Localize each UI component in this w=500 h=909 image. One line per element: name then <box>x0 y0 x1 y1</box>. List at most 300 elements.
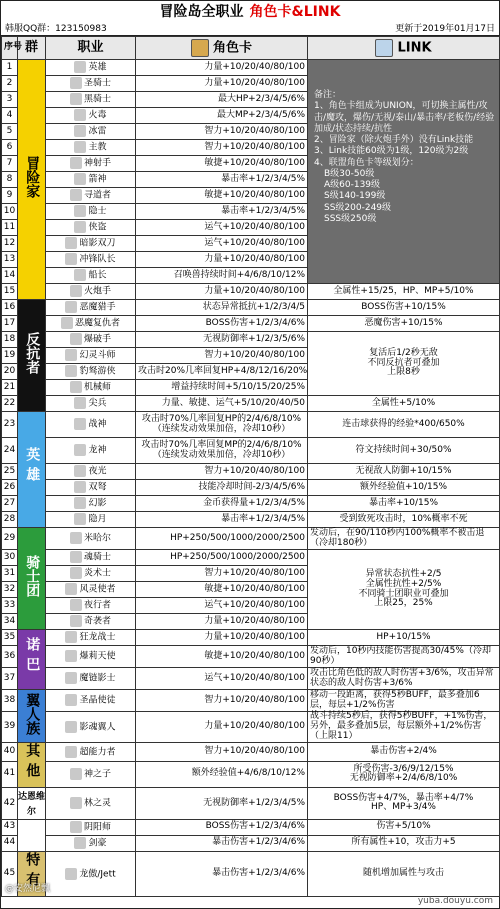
notes-line: 3、Link技能60级为1级，120级为2级 <box>314 146 469 157</box>
job-icon <box>65 746 77 758</box>
row-number: 19 <box>2 348 18 364</box>
card-effect: 暴击率+1/2/3/4/5% <box>136 172 308 188</box>
row-number: 27 <box>2 496 18 512</box>
card-effect: 状态异常抵抗+1/2/3/4/5 <box>136 300 308 316</box>
card-effect: 暴击率+1/2/3/4/5% <box>136 512 308 528</box>
table-body <box>2 60 500 897</box>
job-label: 超能力者 <box>79 747 116 758</box>
group-cell <box>18 819 46 851</box>
job-icon <box>70 285 82 297</box>
job-icon <box>70 551 82 563</box>
job-label: 箭神 <box>88 174 107 185</box>
job-label: 爆破手 <box>83 334 111 345</box>
card-effect: HP+250/500/1000/2000/2500 <box>136 528 308 550</box>
row-number: 22 <box>2 396 18 412</box>
job-name <box>46 236 136 252</box>
job-label: 机械师 <box>83 382 111 393</box>
job-name <box>46 819 136 835</box>
job-label: 魂骑士 <box>83 552 111 563</box>
col-no: 序号 <box>2 37 18 60</box>
group-cell <box>18 690 46 743</box>
job-icon <box>74 513 86 525</box>
row-number: 41 <box>2 761 18 787</box>
card-effect: 技能冷却时间-2/3/4/5/6% <box>136 480 308 496</box>
table-row <box>2 761 500 787</box>
job-label: 圣晶使徒 <box>79 695 116 706</box>
row-number: 15 <box>2 284 18 300</box>
link-effect: 所受伤害-3/6/9/12/15% 无视防御率+2/4/6/8/10% <box>308 761 500 787</box>
job-icon <box>70 768 82 780</box>
job-label: 狂龙战士 <box>79 632 116 643</box>
table-row <box>2 300 500 316</box>
job-name <box>46 252 136 268</box>
card-effect: 最大MP+2/3/4/5/6% <box>136 108 308 124</box>
card-effect: 智力+10/20/40/80/100 <box>136 742 308 761</box>
card-effect: 额外经验值+4/6/8/10/12% <box>136 761 308 787</box>
row-number: 21 <box>2 380 18 396</box>
group-label: 其他 <box>24 742 41 783</box>
row-number: 20 <box>2 364 18 380</box>
group-cell <box>18 788 46 820</box>
row-number: 1 <box>2 60 18 76</box>
job-label: 影魂翼人 <box>79 722 116 733</box>
row-number: 7 <box>2 156 18 172</box>
link-effect: 符文持续时间+30/50% <box>308 438 500 464</box>
notes-level: SSS级250级 <box>324 213 377 224</box>
job-label: 龙神 <box>88 445 107 456</box>
job-label: 剑豪 <box>88 838 107 849</box>
table-row <box>2 788 500 820</box>
job-name <box>46 690 136 712</box>
job-icon <box>65 349 77 361</box>
link-effect: 攻击比角色低的敌人时伤害+3/6%，攻击异常状态的敌人时伤害+3/6% <box>308 668 500 690</box>
job-label: 林之灵 <box>83 798 111 809</box>
card-effect: 力量+10/20/40/80/100 <box>136 614 308 630</box>
job-name <box>46 348 136 364</box>
job-label: 隐士 <box>88 206 107 217</box>
job-name <box>46 742 136 761</box>
table-row <box>2 742 500 761</box>
group-cell <box>18 300 46 412</box>
job-icon <box>74 205 86 217</box>
card-effect: BOSS伤害+1/2/3/4/6% <box>136 316 308 332</box>
row-number: 40 <box>2 742 18 761</box>
card-effect: 智力+10/20/40/80/100 <box>136 140 308 156</box>
job-label: 夜行者 <box>83 600 111 611</box>
notes-title: 备注： <box>314 90 342 100</box>
card-effect: 力量+10/20/40/80/100 <box>136 284 308 300</box>
link-effect: BOSS伤害+4/7%，暴击率+4/7% HP、MP+3/4% <box>308 788 500 820</box>
table-row <box>2 438 500 464</box>
job-name <box>46 60 136 76</box>
row-number: 14 <box>2 268 18 284</box>
card-effect: 敏捷+10/20/40/80/100 <box>136 646 308 668</box>
title-main: 冒险岛全职业 <box>159 4 244 20</box>
table-row <box>2 496 500 512</box>
card-effect: 增益持续时间+5/10/15/20/25% <box>136 380 308 396</box>
job-name <box>46 788 136 820</box>
table-row <box>2 60 500 76</box>
page-title <box>1 1 499 21</box>
job-label: 尖兵 <box>88 398 107 409</box>
job-icon <box>65 631 77 643</box>
row-number: 18 <box>2 332 18 348</box>
group-label: 诺巴 <box>24 637 41 678</box>
table-row <box>2 646 500 668</box>
job-label: 黑骑士 <box>83 94 111 105</box>
card-effect: 攻击时70%几率回复HP的2/4/6/8/10%（连续发动效果加倍，冷却10秒） <box>136 412 308 438</box>
row-number: 33 <box>2 598 18 614</box>
group-cell <box>18 60 46 300</box>
job-name <box>46 668 136 690</box>
job-icon <box>70 157 82 169</box>
notes-line: 1、角色卡组成为UNION，可切换主属性/攻击/魔攻，爆伤/无视/泰山/暴击率/老板伤/经验加成/状态持续/抗性 <box>314 101 495 134</box>
table-row <box>2 712 500 743</box>
row-number: 17 <box>2 316 18 332</box>
row-number: 45 <box>2 851 18 896</box>
link-effect: 战斗持续5秒后，获得5秒BUFF，+1%伤害，另外，最多叠加5层，每层额外+1/2%伤害（上限11） <box>308 712 500 743</box>
watermark-url: yuba.douyu.com <box>417 896 493 906</box>
card-effect: 智力+10/20/40/80/100 <box>136 124 308 140</box>
job-icon <box>74 481 86 493</box>
card-effect: 暴击率+1/2/3/4/5% <box>136 204 308 220</box>
job-icon <box>70 333 82 345</box>
group-cell <box>18 742 46 787</box>
job-icon <box>70 77 82 89</box>
job-icon <box>74 269 86 281</box>
card-effect: 无视防御率+1/2/3/5/6% <box>136 332 308 348</box>
job-label: 幻影 <box>88 498 107 509</box>
job-label: 暗影双刀 <box>79 238 116 249</box>
job-name <box>46 412 136 438</box>
job-label: 侠盗 <box>88 222 107 233</box>
job-icon <box>74 109 86 121</box>
table-row <box>2 819 500 835</box>
col-job: 职业 <box>46 37 136 60</box>
watermark: @安然尼飘 <box>5 884 51 894</box>
job-label: 船长 <box>88 270 107 281</box>
notes-level: S级140-199级 <box>324 191 386 202</box>
notes-level: SS级200-249级 <box>324 202 392 213</box>
job-name <box>46 630 136 646</box>
job-icon <box>65 253 77 265</box>
job-label: 神之子 <box>83 769 111 780</box>
card-effect: 力量+10/20/40/80/100 <box>136 60 308 76</box>
card-effect: 智力+10/20/40/80/100 <box>136 464 308 480</box>
job-icon <box>74 497 86 509</box>
table-row <box>2 528 500 550</box>
card-effect: 暴击伤害+1/2/3/4/6% <box>136 835 308 851</box>
job-name <box>46 172 136 188</box>
row-number: 13 <box>2 252 18 268</box>
job-label: 主教 <box>88 142 107 153</box>
row-number: 3 <box>2 92 18 108</box>
card-effect: 金币获得量+1/2/3/4/5% <box>136 496 308 512</box>
card-effect: 召唤兽持续时间+4/6/8/10/12% <box>136 268 308 284</box>
group-label: 特有 <box>24 851 41 892</box>
link-effect: 暴击伤害+2/4% <box>308 742 500 761</box>
row-number: 39 <box>2 712 18 743</box>
job-name <box>46 646 136 668</box>
row-number: 29 <box>2 528 18 550</box>
job-icon <box>74 444 86 456</box>
job-label: 魔链影士 <box>79 673 116 684</box>
table-row <box>2 512 500 528</box>
job-name <box>46 300 136 316</box>
job-icon <box>74 397 86 409</box>
row-number: 4 <box>2 108 18 124</box>
notes-level: B级30-50级 <box>324 168 375 179</box>
group-label: 达恩维尔 <box>18 792 46 818</box>
col-link-label: LINK <box>397 40 432 56</box>
job-label: 战神 <box>88 419 107 430</box>
card-effect: 暴击伤害+1/2/3/4/6% <box>136 851 308 896</box>
job-label: 双弩 <box>88 482 107 493</box>
card-effect: 运气+10/20/40/80/100 <box>136 236 308 252</box>
table-header <box>2 37 500 60</box>
table-row <box>2 316 500 332</box>
job-name <box>46 480 136 496</box>
group-label: 骑士团 <box>24 555 41 598</box>
card-icon <box>191 39 209 57</box>
job-label: 夜光 <box>88 466 107 477</box>
job-name <box>46 204 136 220</box>
group-label: 冒险家 <box>24 156 41 199</box>
job-table <box>1 36 500 897</box>
job-icon <box>74 418 86 430</box>
row-number: 25 <box>2 464 18 480</box>
card-effect: 运气+10/20/40/80/100 <box>136 598 308 614</box>
job-icon <box>70 93 82 105</box>
job-label: 神射手 <box>83 158 111 169</box>
row-number: 35 <box>2 630 18 646</box>
job-label: 阴阳师 <box>83 822 111 833</box>
row-number: 8 <box>2 172 18 188</box>
job-icon <box>70 567 82 579</box>
updated-date: 更新于2019年01月17日 <box>395 24 495 34</box>
job-name <box>46 188 136 204</box>
link-effect: 所有属性+10，攻击力+5 <box>308 835 500 851</box>
link-effect: 额外经验值+10/15% <box>308 480 500 496</box>
job-name <box>46 268 136 284</box>
table-row <box>2 480 500 496</box>
row-number: 26 <box>2 480 18 496</box>
link-effect: BOSS伤害+10/15% <box>308 300 500 316</box>
table-row <box>2 284 500 300</box>
row-number: 31 <box>2 566 18 582</box>
job-name <box>46 156 136 172</box>
card-effect: 智力+10/20/40/80/100 <box>136 348 308 364</box>
link-icon <box>375 39 393 57</box>
row-number: 37 <box>2 668 18 690</box>
card-effect: 力量、敏捷、运气+5/10/20/40/50 <box>136 396 308 412</box>
link-effect: 无视敌人防御+10/15% <box>308 464 500 480</box>
job-name <box>46 496 136 512</box>
job-label: 幻灵斗师 <box>79 350 116 361</box>
link-effect: 暴击率+10/15% <box>308 496 500 512</box>
card-effect: 智力+10/20/40/80/100 <box>136 690 308 712</box>
job-icon <box>70 821 82 833</box>
job-name <box>46 284 136 300</box>
row-number: 9 <box>2 188 18 204</box>
col-card <box>136 37 308 60</box>
job-icon <box>70 189 82 201</box>
row-number: 32 <box>2 582 18 598</box>
job-name <box>46 380 136 396</box>
notes-level: A级60-139级 <box>324 180 381 190</box>
job-label: 恶魔猎手 <box>79 302 116 313</box>
row-number: 12 <box>2 236 18 252</box>
job-label: 龙傲/Jett <box>79 869 116 880</box>
job-label: 圣骑士 <box>83 78 111 89</box>
table-row <box>2 412 500 438</box>
job-icon <box>65 365 77 377</box>
group-label: 反抗者 <box>24 332 41 375</box>
job-label: 火毒 <box>88 110 107 121</box>
job-icon <box>65 868 77 880</box>
link-effect: 全属性+15/25，HP、MP+5/10% <box>308 284 500 300</box>
job-icon <box>74 837 86 849</box>
sub-header <box>1 21 499 36</box>
link-effect: 复活后1/2秒无敌 不同反抗者可叠加 上限8秒 <box>308 332 500 396</box>
card-effect: 敏捷+10/20/40/80/100 <box>136 188 308 204</box>
row-number: 23 <box>2 412 18 438</box>
link-effect: 全属性+5/10% <box>308 396 500 412</box>
card-effect: 力量+10/20/40/80/100 <box>136 76 308 92</box>
group-cell <box>18 412 46 528</box>
job-label: 隐月 <box>88 514 107 525</box>
job-icon <box>74 173 86 185</box>
link-effect: 发动后，在90/110秒内100%概率不被击退（冷却180秒） <box>308 528 500 550</box>
card-effect: BOSS伤害+1/2/3/4/6% <box>136 819 308 835</box>
row-number: 34 <box>2 614 18 630</box>
job-name <box>46 582 136 598</box>
row-number: 10 <box>2 204 18 220</box>
job-name <box>46 76 136 92</box>
job-name <box>46 332 136 348</box>
card-effect: 攻击时20%几率回复HP+4/8/12/16/20% <box>136 364 308 380</box>
job-icon <box>65 301 77 313</box>
row-number: 28 <box>2 512 18 528</box>
job-icon <box>65 672 77 684</box>
link-effect: 发动后，10秒内技能伤害提高30/45%（冷却90秒） <box>308 646 500 668</box>
job-icon <box>74 465 86 477</box>
job-icon <box>70 381 82 393</box>
job-name <box>46 140 136 156</box>
job-name <box>46 566 136 582</box>
job-name <box>46 316 136 332</box>
job-name <box>46 761 136 787</box>
job-icon <box>70 615 82 627</box>
row-number: 38 <box>2 690 18 712</box>
job-label: 冲锋队长 <box>79 254 116 265</box>
link-effect: 随机增加属性与攻击 <box>308 851 500 896</box>
job-name <box>46 124 136 140</box>
job-name <box>46 92 136 108</box>
row-number: 24 <box>2 438 18 464</box>
col-card-label: 角色卡 <box>212 40 252 56</box>
job-icon <box>70 599 82 611</box>
table-row <box>2 550 500 566</box>
notes-line: 4、联盟角色卡等级划分： <box>314 157 419 168</box>
table-row <box>2 464 500 480</box>
row-number: 16 <box>2 300 18 316</box>
row-number: 6 <box>2 140 18 156</box>
link-effect: 移动一段距离，获得5秒BUFF，最多叠加6层，每层+1/2%伤害 <box>308 690 500 712</box>
job-name <box>46 835 136 851</box>
card-effect: 攻击时70%几率回复MP的2/4/6/8/10%（连续发动效果加倍，冷却10秒） <box>136 438 308 464</box>
row-number: 5 <box>2 124 18 140</box>
job-label: 奇袭者 <box>83 616 111 627</box>
job-name <box>46 712 136 743</box>
row-number: 43 <box>2 819 18 835</box>
table-row <box>2 630 500 646</box>
row-number: 2 <box>2 76 18 92</box>
job-icon <box>65 583 77 595</box>
job-icon <box>74 141 86 153</box>
job-name <box>46 550 136 566</box>
group-cell <box>18 528 46 630</box>
table-row <box>2 332 500 348</box>
row-number: 30 <box>2 550 18 566</box>
card-effect: 力量+10/20/40/80/100 <box>136 252 308 268</box>
job-label: 冰雷 <box>88 126 107 137</box>
job-label: 米哈尔 <box>83 533 111 544</box>
job-label: 英雄 <box>88 62 107 73</box>
table-row <box>2 851 500 896</box>
job-name <box>46 438 136 464</box>
job-name <box>46 598 136 614</box>
card-effect: 力量+10/20/40/80/100 <box>136 630 308 646</box>
job-icon <box>70 797 82 809</box>
card-effect: 运气+10/20/40/80/100 <box>136 668 308 690</box>
card-effect: HP+250/500/1000/2000/2500 <box>136 550 308 566</box>
col-group: 群 <box>18 37 46 60</box>
link-effect: 受到致死攻击时，10%概率不死 <box>308 512 500 528</box>
job-name <box>46 512 136 528</box>
row-number: 11 <box>2 220 18 236</box>
job-name <box>46 528 136 550</box>
job-name <box>46 364 136 380</box>
group-label: 英雄 <box>24 447 41 488</box>
job-name <box>46 220 136 236</box>
table-row <box>2 690 500 712</box>
col-link <box>308 37 500 60</box>
job-icon <box>74 221 86 233</box>
table-row <box>2 668 500 690</box>
link-effect: 伤害+5/10% <box>308 819 500 835</box>
job-label: 恶魔复仇者 <box>74 318 120 329</box>
job-label: 寻道者 <box>83 190 111 201</box>
title-accent: 角色卡&LINK <box>249 4 341 20</box>
qq-group: 韩服QQ群：123150983 <box>5 24 107 34</box>
card-effect: 敏捷+10/20/40/80/100 <box>136 582 308 598</box>
job-label: 风灵使者 <box>79 584 116 595</box>
job-icon <box>74 125 86 137</box>
notes-line: 2、冒险家（除火炮手外）没有Link技能 <box>314 135 474 145</box>
table-row <box>2 835 500 851</box>
job-name <box>46 108 136 124</box>
link-effect: 恶魔伤害+10/15% <box>308 316 500 332</box>
card-effect: 智力+10/20/40/80/100 <box>136 566 308 582</box>
card-effect: 无视防御率+1/2/3/4/5% <box>136 788 308 820</box>
job-icon <box>65 237 77 249</box>
link-effect: HP+10/15% <box>308 630 500 646</box>
job-name <box>46 851 136 896</box>
job-name <box>46 464 136 480</box>
link-effect: 连击球获得的经验*400/650% <box>308 412 500 438</box>
job-icon <box>65 694 77 706</box>
